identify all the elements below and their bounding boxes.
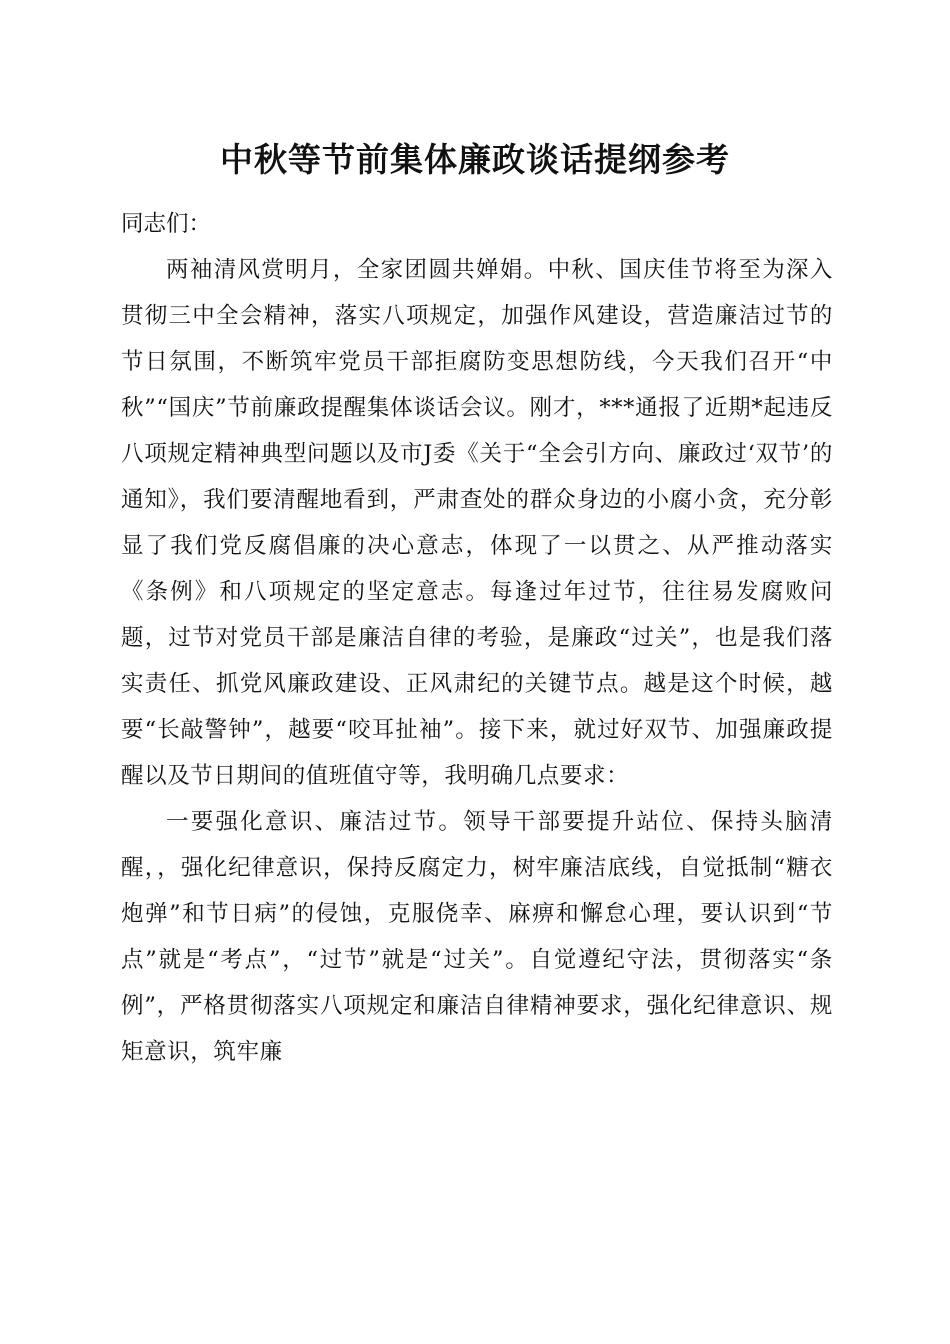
paragraph-intro: 两袖清风赏明月，全家团圆共婵娟。中秋、国庆佳节将至为深入贯彻三中全会精神，落实八项规定，加强作风建设，营造廉洁过节的节日氛围，不断筑牢党员干部拒腐防变思想防线，今天我们召开“中秋”“国庆”节前廉政提醒集体谈话会议。刚才，***通报了近期*起违反八项规定精神典型问题以及市J委《关于“全会引方向、廉政过‘双节’的通知》，我们要清醒地看到，严肃查处的群众身边的小腐小贪，充分彰显了我们党反腐倡廉的决心意志，体现了一以贯之、从严推动落实《条例》和八项规定的坚定意志。每逢过年过节，往往易发腐败问题，过节对党员干部是廉洁自律的考验，是廉政“过关”，也是我们落实责任、抓党风廉政建设、正风肃纪的关键节点。越是这个时候，越要“长敲警钟”，越要“咬耳扯袖”。接下来，就过好双节、加强廉政提醒以及节日期间的值班值守等，我明确几点要求： [121,257,833,789]
document-body [121,200,833,1075]
document-title: 中秋等节前集体廉政谈话提纲参考 [220,140,730,179]
paragraph-requirement-one: 一要强化意识、廉洁过节。领导干部要提升站位、保持头脑清醒，，强化纪律意识，保持反腐定力，树牢廉洁底线，自觉抵制“糖衣炮弹”和节日病”的侵蚀，克服侥幸、麻痹和懈怠心理，要认识到“节点”就是“考点”，“过节”就是“过关”。自觉遵纪守法，贯彻落实“条例”，严格贯彻落实八项规定和廉洁自律精神要求，强化纪律意识、规矩意识，筑牢廉 [121,809,833,1065]
salutation: 同志们： [121,211,212,237]
